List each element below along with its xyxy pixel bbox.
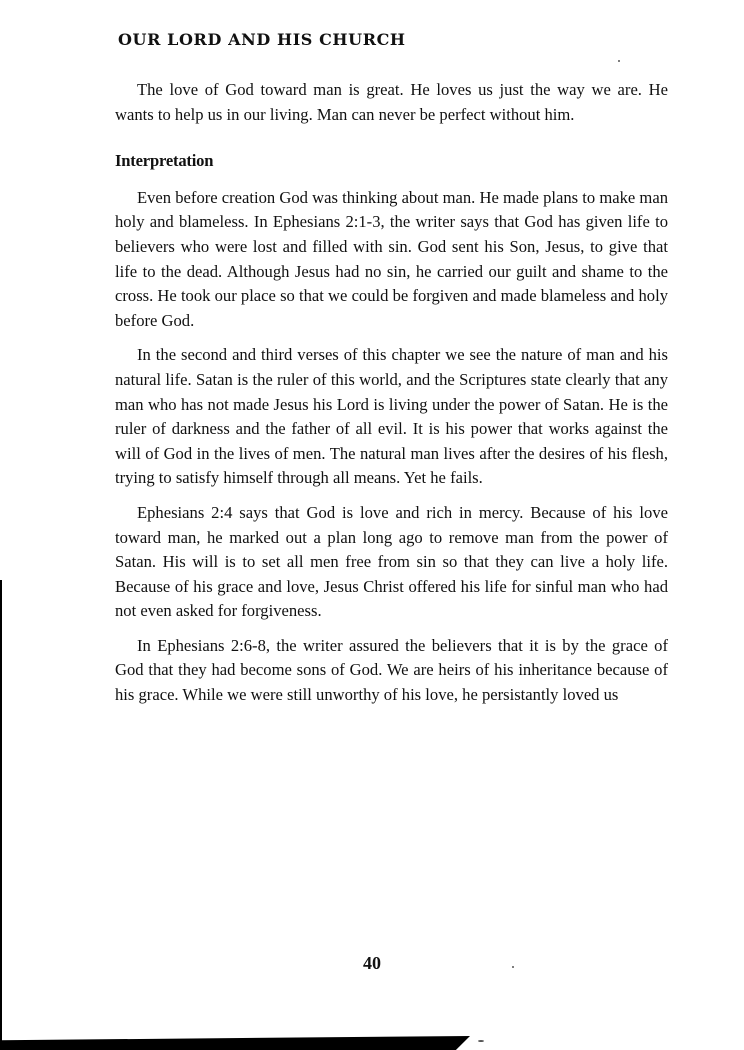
paragraph-2: In the second and third verses of this chapter we see the nature of man and his natural life. Satan is the ruler of this world, and the Scriptures state clearly that any man who has not made Jesus his Lord is living under the power of Satan. He is the ruler of darkness and the father of all evil. It is his power that works against the will of God in the lives of men. The natural man lives after the desires of his flesh, trying to satisfy himself through all means. Yet he fails. [115, 345, 668, 488]
scan-speck [478, 1040, 484, 1042]
section-heading: Interpretation [115, 151, 214, 171]
paragraph-4: In Ephesians 2:6-8, the writer assured the believers that it is by the grace of God that they had become sons of God. We are heirs of his inheritance because of his grace. While we were still unworthy of his love, he persistantly loved us [115, 635, 668, 705]
intro-paragraph: The love of God toward man is great. He loves us just the way we are. He wants to help us in our living. Man can never be perfect without him. [115, 80, 668, 124]
scan-speck [512, 966, 514, 968]
paragraph-1: Even before creation God was thinking about man. He made plans to make man holy and blameless. In Ephesians 2:1-3, the writer says that God has given life to believers who were lost and filled with sin. God sent his Son, Jesus, to give that life to the dead. Although Jesus had no sin, he carried our guilt and shame to the cross. He took our place so that we could be forgiven and made blameless and holy before God. [115, 187, 668, 330]
paragraph-3: Ephesians 2:4 says that God is love and rich in mercy. Because of his love toward man, he marked out a plan long ago to remove man from the power of Satan. His will is to set all men free from sin so that they can live a holy life. Because of his grace and love, Jesus Christ offered his life for sinful man who had not even asked for forgiveness. [115, 502, 668, 621]
scan-speck [618, 60, 620, 62]
page-number: 40 [363, 953, 381, 973]
scan-left-edge [0, 580, 2, 1050]
running-head: OUR LORD AND HIS CHURCH [118, 30, 406, 49]
page-body [115, 78, 668, 708]
scan-bottom-edge [0, 1036, 470, 1050]
